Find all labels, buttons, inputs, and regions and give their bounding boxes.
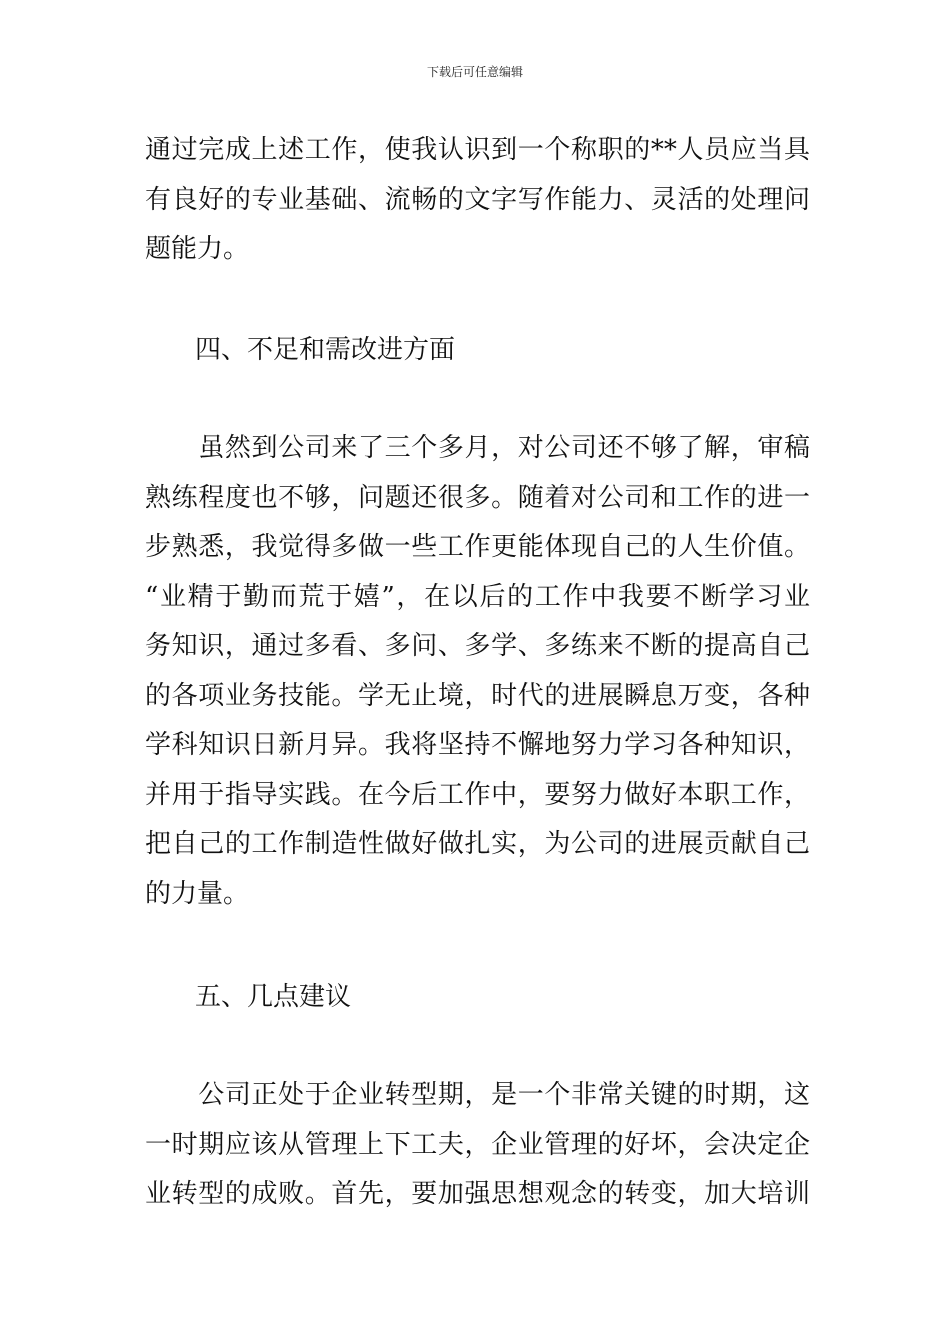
paragraph-line: 把自己的工作制造性做好做扎实，为公司的进展贡献自己 [145, 829, 810, 859]
paragraph-line: 步熟悉，我觉得多做一些工作更能体现自己的人生价值。 [145, 532, 810, 562]
paragraph-line: 公司正处于企业转型期，是一个非常关键的时期，这 [145, 1080, 810, 1110]
page-header: 下载后可任意编辑 [426, 65, 523, 79]
paragraph-line: 题能力。 [145, 234, 250, 264]
paragraph-line: “业精于勤而荒于嬉”，在以后的工作中我要不断学习业 [145, 581, 810, 612]
paragraph-suggestions [145, 1071, 810, 1220]
paragraph-line: 的力量。 [145, 878, 250, 909]
paragraph-line: 通过完成上述工作，使我认识到一个称职的**人员应当具 [145, 135, 810, 165]
paragraph-line: 的各项业务技能。学无止境，时代的进展瞬息万变，各种 [145, 680, 810, 711]
paragraph-line: 学科知识日新月异。我将坚持不懈地努力学习各种知识， [145, 730, 810, 760]
section-heading-four: 四、不足和需改进方面 [195, 335, 456, 365]
section-heading-five: 五、几点建议 [195, 982, 352, 1012]
paragraph-conclusion [145, 126, 810, 275]
paragraph-line: 一时期应该从管理上下工夫，企业管理的好坏，会决定企 [145, 1129, 810, 1160]
paragraph-line: 有良好的专业基础、流畅的文字写作能力、灵活的处理问 [145, 184, 810, 215]
paragraph-line: 熟练程度也不够，问题还很多。随着对公司和工作的进一 [145, 482, 810, 513]
paragraph-line: 并用于指导实践。在今后工作中，要努力做好本职工作， [145, 779, 810, 810]
paragraph-line: 业转型的成败。首先，要加强思想观念的转变，加大培训 [145, 1179, 810, 1209]
paragraph-shortcomings [145, 424, 810, 919]
paragraph-line: 虽然到公司来了三个多月，对公司还不够了解，审稿 [145, 433, 810, 463]
paragraph-line: 务知识，通过多看、多问、多学、多练来不断的提高自己 [145, 631, 810, 661]
